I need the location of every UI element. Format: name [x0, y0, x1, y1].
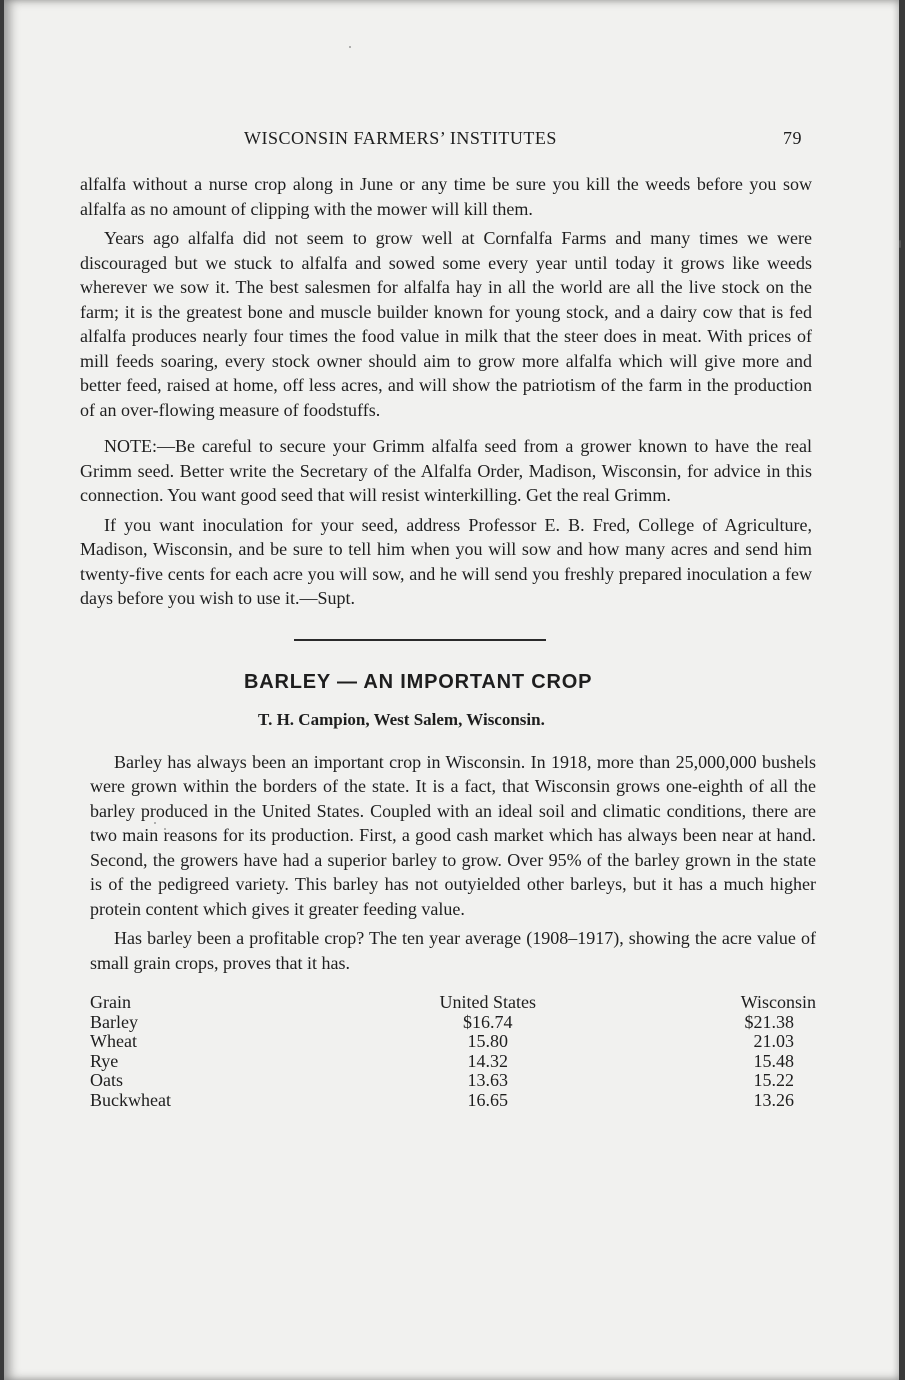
table-row — [90, 1032, 820, 1052]
section-divider — [294, 639, 546, 641]
wi-value: $21.38 — [744, 1011, 794, 1032]
table-header-row — [90, 993, 820, 1013]
article-title: BARLEY — AN IMPORTANT CROP — [244, 670, 593, 693]
us-value-cell — [388, 1052, 587, 1072]
us-value-cell — [388, 1013, 587, 1033]
note-paragraph: NOTE:—Be careful to secure your Grimm alfalfa seed from a grower known to have the real Grimm seed. Better write the Secretary of the Alfalfa Order, Madison, Wisconsin, for advice in this connection. You want good seed that will resist winterkilling. Get the real Grimm. — [80, 436, 812, 505]
article-body — [76, 750, 816, 976]
paragraph: If you want inoculation for your seed, address Professor E. B. Fred, College of Agriculture, Madison, Wisconsin, and be sure to tell him when you will sow and how many acres and send him twenty-five cents for each acre you will sow, and he will send you freshly prepared inoculation a few days before you wish to use it.—Supt. — [80, 514, 812, 608]
us-value-cell — [388, 1071, 587, 1091]
us-value: 14.32 — [467, 1050, 508, 1071]
continued-paragraph: alfalfa without a nurse crop along in June or any time be sure you kill the weeds before you sow alfalfa as no amount of clipping with the mower will kill them. — [80, 174, 812, 219]
column-header-united-states: United States — [439, 992, 536, 1012]
alfalfa-section — [76, 172, 816, 611]
grain-cell: Buckwheat — [90, 1089, 171, 1110]
paper-speck — [899, 240, 901, 248]
paper-speck — [349, 46, 351, 48]
wi-value: 21.03 — [753, 1031, 794, 1051]
paragraph: Years ago alfalfa did not seem to grow well at Cornfalfa Farms and many times we were discouraged but we stuck to alfalfa and sowed some every year until today it grows like weeds wherever we sow it. The best salesmen for alfalfa hay in all the world are all the live stock on the farm; it is the greatest bone and muscle builder known for young stock, and a dairy cow that is fed alfalfa produces nearly four times the food value in milk that the steer does in meat. With prices of mill feeds soaring, every stock owner should aim to grow more alfalfa which will give more and better feed, raised at home, off less acres, and will show the patriotism of the farm in the production of an over-flowing measure of foodstuffs. — [80, 228, 812, 420]
wi-value: 15.48 — [753, 1050, 794, 1071]
grain-cell: Barley — [90, 1011, 138, 1032]
article-byline: T. H. Campion, West Salem, Wisconsin. — [258, 709, 545, 729]
us-value: 13.63 — [467, 1070, 508, 1090]
wi-value-cell — [587, 1071, 820, 1091]
us-value: $16.74 — [463, 1011, 513, 1032]
page-number: 79 — [783, 128, 802, 148]
column-header-grain: Grain — [90, 992, 131, 1012]
grain-cell: Wheat — [90, 1031, 137, 1051]
us-value-cell — [388, 1091, 587, 1111]
running-header — [76, 128, 816, 156]
wi-value: 15.22 — [753, 1070, 794, 1090]
paragraph: Barley has always been an important crop in Wisconsin. In 1918, more than 25,000,000 bushels were grown within the borders of the state. It is a fact, that Wisconsin grows one-eighth of all the barley produced in the United States. Coupled with an ideal soil and climatic conditions, there are two main reasons for its production. First, a good cash market which has always been near at hand. Second, the growers have had a superior barley to grow. Over 95% of the barley grown in the state is of the pedigreed variety. This barley has not outyielded other barleys, but it has a much higher protein content which gives it greater feeding value. — [90, 751, 816, 919]
wi-value: 13.26 — [753, 1089, 794, 1110]
grain-value-table — [90, 993, 820, 1110]
us-value-cell — [388, 1032, 587, 1052]
document-page — [4, 0, 899, 1380]
table-row — [90, 1013, 820, 1033]
us-value: 15.80 — [467, 1031, 508, 1051]
grain-cell: Oats — [90, 1070, 123, 1090]
paragraph: Has barley been a profitable crop? The ten year average (1908–1917), showing the acre value of small grain crops, proves that it has. — [90, 928, 816, 973]
table-row — [90, 1071, 820, 1091]
table-row — [90, 1052, 820, 1072]
column-header-wisconsin: Wisconsin — [740, 992, 816, 1012]
running-title: WISCONSIN FARMERS’ INSTITUTES — [244, 128, 557, 148]
wi-value-cell — [587, 1091, 820, 1111]
barley-article — [76, 671, 816, 1111]
us-value: 16.65 — [467, 1089, 508, 1110]
page-content — [76, 128, 816, 1110]
wi-value-cell — [587, 1032, 820, 1052]
grain-cell: Rye — [90, 1050, 119, 1071]
wi-value-cell — [587, 1052, 820, 1072]
wi-value-cell — [587, 1013, 820, 1033]
table-row — [90, 1091, 820, 1111]
